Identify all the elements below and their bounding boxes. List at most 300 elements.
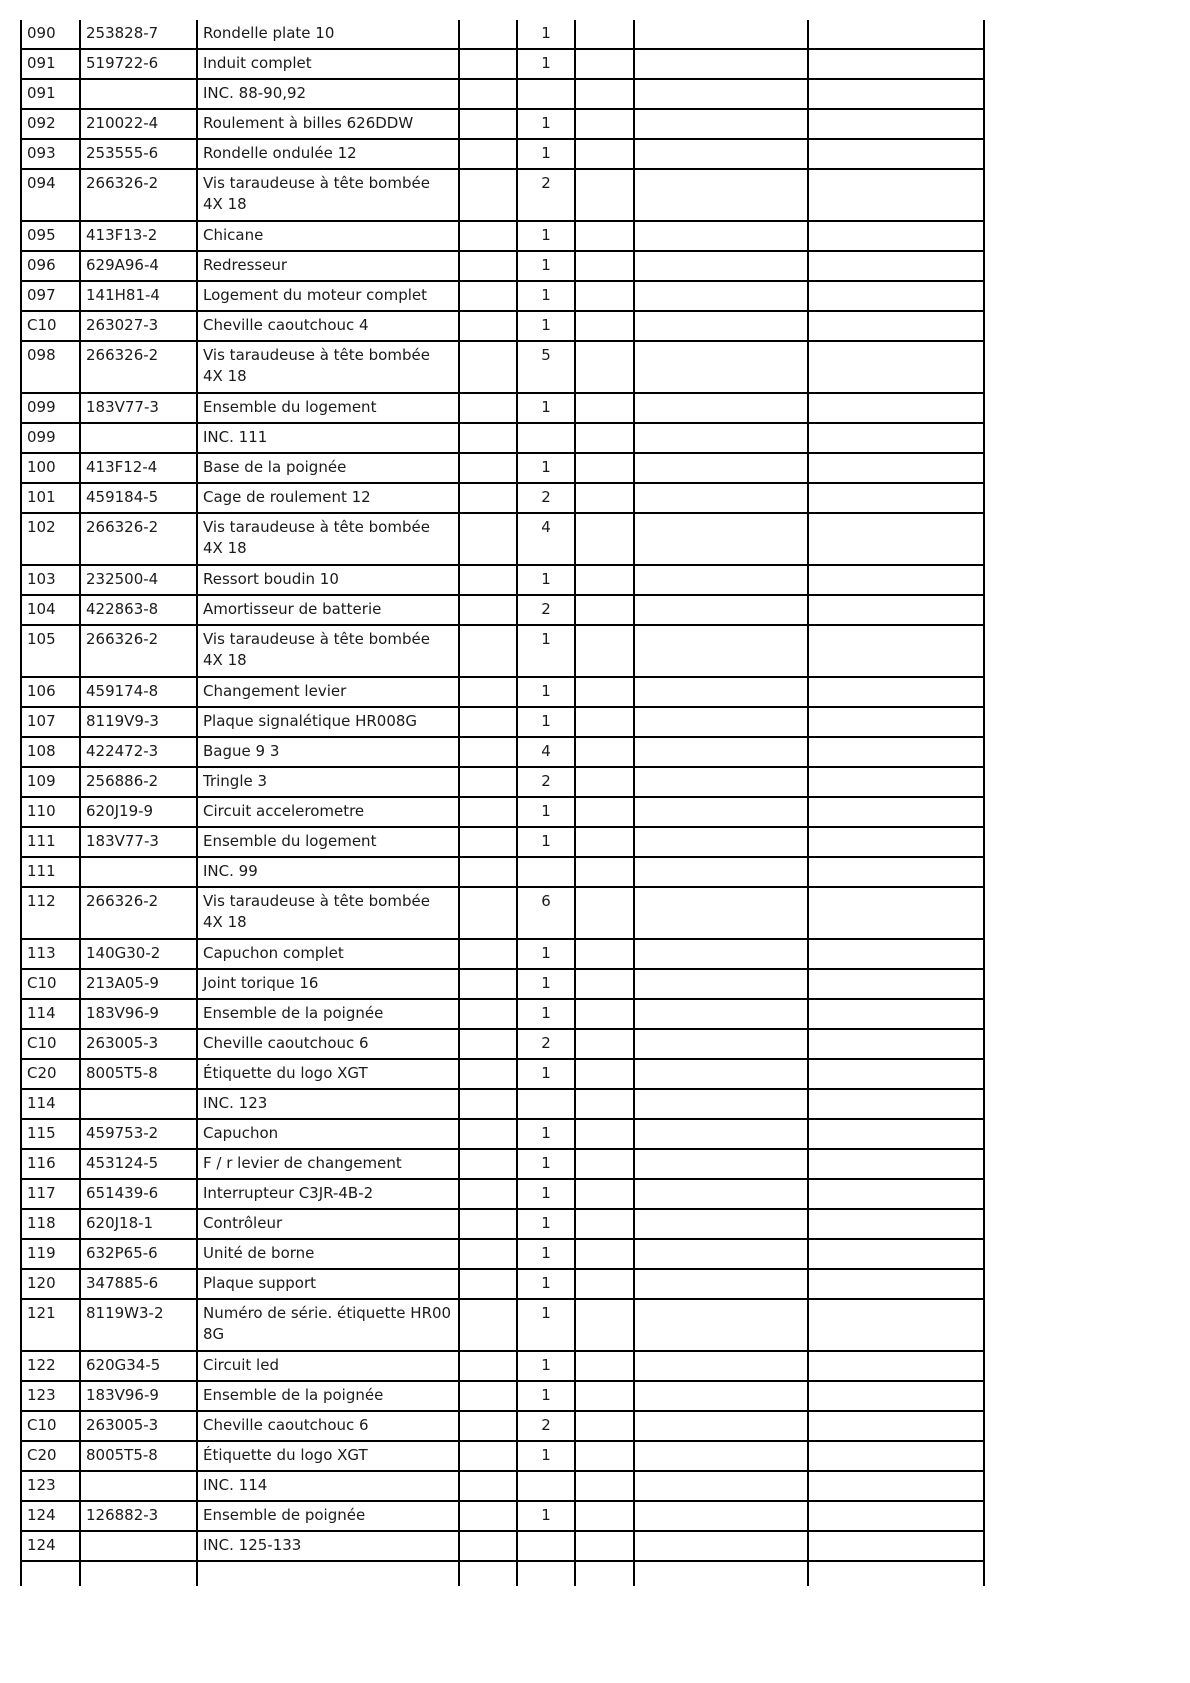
table-row [22, 20, 983, 50]
cell-quantity: 1 [518, 798, 576, 826]
cell-part-reference: 8119V9-3 [81, 708, 198, 736]
cell-empty [576, 484, 635, 512]
cell-description: Amortisseur de batterie [198, 596, 460, 624]
cell-quantity: 1 [518, 678, 576, 706]
cell-description: Unité de borne [198, 1240, 460, 1268]
cell-description [198, 1562, 460, 1586]
cell-description: Capuchon complet [198, 940, 460, 968]
table-row [22, 626, 983, 678]
cell-description: Ensemble de la poignée [198, 1000, 460, 1028]
table-row [22, 1120, 983, 1150]
cell-quantity: 1 [518, 394, 576, 422]
cell-description: Bague 9 3 [198, 738, 460, 766]
cell-part-reference: 183V96-9 [81, 1000, 198, 1028]
cell-empty [635, 708, 809, 736]
cell-empty [809, 1000, 983, 1028]
cell-item-number: 124 [22, 1502, 81, 1530]
cell-empty [576, 20, 635, 48]
cell-empty [809, 1270, 983, 1298]
table-row [22, 1240, 983, 1270]
cell-empty [809, 282, 983, 310]
table-row [22, 50, 983, 80]
cell-part-reference: 413F12-4 [81, 454, 198, 482]
cell-quantity: 1 [518, 222, 576, 250]
cell-item-number: 107 [22, 708, 81, 736]
cell-empty [809, 858, 983, 886]
cell-quantity: 1 [518, 1000, 576, 1028]
table-row [22, 110, 983, 140]
cell-empty [809, 222, 983, 250]
cell-quantity: 1 [518, 566, 576, 594]
cell-description: Vis taraudeuse à tête bombée 4X 18 [198, 342, 460, 392]
table-row [22, 252, 983, 282]
cell-description: INC. 88-90,92 [198, 80, 460, 108]
cell-item-number: C10 [22, 970, 81, 998]
cell-quantity: 2 [518, 170, 576, 220]
cell-quantity: 1 [518, 970, 576, 998]
cell-empty [809, 798, 983, 826]
cell-part-reference: 256886-2 [81, 768, 198, 796]
cell-empty [635, 484, 809, 512]
cell-empty [460, 940, 518, 968]
table-row [22, 394, 983, 424]
table-row [22, 566, 983, 596]
cell-empty [460, 514, 518, 564]
cell-empty [460, 626, 518, 676]
cell-quantity: 1 [518, 1210, 576, 1238]
cell-empty [576, 1210, 635, 1238]
cell-item-number: 123 [22, 1472, 81, 1500]
cell-part-reference: 263005-3 [81, 1412, 198, 1440]
cell-empty [460, 1502, 518, 1530]
cell-empty [460, 394, 518, 422]
cell-quantity: 1 [518, 1502, 576, 1530]
cell-quantity [518, 1532, 576, 1560]
cell-empty [460, 1532, 518, 1560]
cell-empty [635, 50, 809, 78]
cell-empty [576, 1060, 635, 1088]
table-row [22, 1090, 983, 1120]
cell-empty [809, 424, 983, 452]
cell-empty [809, 626, 983, 676]
cell-part-reference: 8119W3-2 [81, 1300, 198, 1350]
table-row [22, 940, 983, 970]
cell-empty [460, 1300, 518, 1350]
cell-empty [635, 514, 809, 564]
cell-empty [576, 1120, 635, 1148]
table-row [22, 312, 983, 342]
cell-part-reference: 141H81-4 [81, 282, 198, 310]
table-row [22, 1030, 983, 1060]
cell-quantity: 2 [518, 1030, 576, 1058]
table-row [22, 342, 983, 394]
cell-empty [460, 708, 518, 736]
cell-empty [809, 312, 983, 340]
cell-part-reference: 629A96-4 [81, 252, 198, 280]
cell-part-reference: 422472-3 [81, 738, 198, 766]
table-row [22, 484, 983, 514]
cell-empty [809, 1240, 983, 1268]
cell-item-number: 110 [22, 798, 81, 826]
cell-empty [635, 1090, 809, 1118]
cell-empty [635, 1412, 809, 1440]
cell-item-number: 095 [22, 222, 81, 250]
table-row [22, 738, 983, 768]
cell-empty [460, 738, 518, 766]
cell-empty [635, 424, 809, 452]
cell-item-number: 109 [22, 768, 81, 796]
table-row [22, 1150, 983, 1180]
cell-empty [576, 828, 635, 856]
cell-empty [460, 1382, 518, 1410]
cell-item-number: 102 [22, 514, 81, 564]
cell-description: INC. 114 [198, 1472, 460, 1500]
cell-empty [635, 342, 809, 392]
cell-part-reference: 620J19-9 [81, 798, 198, 826]
cell-empty [576, 50, 635, 78]
cell-empty [809, 828, 983, 856]
cell-description: Ensemble du logement [198, 828, 460, 856]
cell-empty [635, 768, 809, 796]
cell-empty [809, 1382, 983, 1410]
table-row [22, 1382, 983, 1412]
cell-quantity: 1 [518, 312, 576, 340]
cell-quantity: 1 [518, 1060, 576, 1088]
cell-empty [809, 342, 983, 392]
cell-empty [809, 514, 983, 564]
table-row [22, 678, 983, 708]
cell-empty [576, 1300, 635, 1350]
table-row [22, 222, 983, 252]
cell-empty [635, 1382, 809, 1410]
cell-empty [576, 222, 635, 250]
cell-item-number: 108 [22, 738, 81, 766]
cell-item-number: 113 [22, 940, 81, 968]
cell-empty [460, 828, 518, 856]
cell-empty [809, 940, 983, 968]
cell-item-number: 104 [22, 596, 81, 624]
cell-description: Rondelle plate 10 [198, 20, 460, 48]
cell-empty [576, 394, 635, 422]
table-row [22, 454, 983, 484]
cell-empty [460, 596, 518, 624]
cell-description: Ensemble de la poignée [198, 1382, 460, 1410]
cell-empty [635, 678, 809, 706]
cell-quantity: 1 [518, 140, 576, 168]
cell-item-number: 091 [22, 80, 81, 108]
cell-empty [576, 708, 635, 736]
cell-description: Redresseur [198, 252, 460, 280]
cell-empty [460, 484, 518, 512]
cell-quantity: 2 [518, 1412, 576, 1440]
cell-description: Cheville caoutchouc 6 [198, 1412, 460, 1440]
cell-part-reference: 453124-5 [81, 1150, 198, 1178]
cell-empty [809, 394, 983, 422]
cell-quantity: 2 [518, 768, 576, 796]
cell-quantity: 2 [518, 596, 576, 624]
cell-part-reference: 620J18-1 [81, 1210, 198, 1238]
cell-empty [635, 312, 809, 340]
cell-empty [809, 1472, 983, 1500]
cell-part-reference: 210022-4 [81, 110, 198, 138]
table-row [22, 1060, 983, 1090]
table-row [22, 140, 983, 170]
cell-empty [809, 1030, 983, 1058]
cell-item-number: 121 [22, 1300, 81, 1350]
cell-empty [635, 1300, 809, 1350]
cell-description: Ensemble du logement [198, 394, 460, 422]
cell-empty [460, 80, 518, 108]
cell-empty [635, 1150, 809, 1178]
cell-empty [809, 1210, 983, 1238]
table-row [22, 424, 983, 454]
cell-empty [460, 252, 518, 280]
cell-part-reference [81, 424, 198, 452]
cell-empty [809, 888, 983, 938]
cell-description: Étiquette du logo XGT [198, 1060, 460, 1088]
cell-empty [576, 1412, 635, 1440]
cell-item-number: 122 [22, 1352, 81, 1380]
cell-item-number: 117 [22, 1180, 81, 1208]
cell-empty [460, 282, 518, 310]
cell-part-reference: 422863-8 [81, 596, 198, 624]
cell-empty [460, 1060, 518, 1088]
cell-item-number: 118 [22, 1210, 81, 1238]
cell-description: Circuit led [198, 1352, 460, 1380]
cell-description: Rondelle ondulée 12 [198, 140, 460, 168]
cell-empty [635, 1120, 809, 1148]
cell-item-number: C10 [22, 1030, 81, 1058]
cell-empty [809, 1562, 983, 1586]
cell-part-reference: 183V96-9 [81, 1382, 198, 1410]
cell-empty [576, 678, 635, 706]
cell-quantity: 1 [518, 110, 576, 138]
cell-empty [635, 170, 809, 220]
cell-quantity: 1 [518, 454, 576, 482]
cell-empty [460, 1120, 518, 1148]
cell-description: F / r levier de changement [198, 1150, 460, 1178]
cell-quantity: 1 [518, 1240, 576, 1268]
cell-quantity: 1 [518, 1180, 576, 1208]
cell-empty [460, 888, 518, 938]
cell-description: INC. 123 [198, 1090, 460, 1118]
cell-part-reference: 140G30-2 [81, 940, 198, 968]
table-row [22, 1472, 983, 1502]
cell-quantity: 1 [518, 708, 576, 736]
cell-empty [576, 454, 635, 482]
cell-item-number: 119 [22, 1240, 81, 1268]
cell-quantity: 1 [518, 1352, 576, 1380]
cell-empty [460, 1442, 518, 1470]
table-row [22, 798, 983, 828]
cell-empty [460, 1472, 518, 1500]
cell-empty [576, 1562, 635, 1586]
cell-part-reference [81, 858, 198, 886]
parts-table [20, 20, 985, 1586]
cell-empty [576, 514, 635, 564]
cell-description: Vis taraudeuse à tête bombée 4X 18 [198, 170, 460, 220]
cell-quantity [518, 1562, 576, 1586]
cell-part-reference: 253828-7 [81, 20, 198, 48]
cell-item-number: 094 [22, 170, 81, 220]
table-row [22, 1300, 983, 1352]
cell-quantity: 1 [518, 20, 576, 48]
cell-empty [576, 1472, 635, 1500]
cell-empty [576, 738, 635, 766]
cell-description: Cheville caoutchouc 4 [198, 312, 460, 340]
cell-part-reference [81, 1090, 198, 1118]
cell-empty [460, 566, 518, 594]
cell-empty [809, 1502, 983, 1530]
cell-part-reference: 183V77-3 [81, 828, 198, 856]
cell-quantity: 1 [518, 1150, 576, 1178]
cell-item-number: 097 [22, 282, 81, 310]
cell-item-number: 114 [22, 1000, 81, 1028]
cell-description: Joint torique 16 [198, 970, 460, 998]
cell-part-reference: 213A05-9 [81, 970, 198, 998]
cell-part-reference: 347885-6 [81, 1270, 198, 1298]
cell-part-reference: 519722-6 [81, 50, 198, 78]
cell-item-number: 100 [22, 454, 81, 482]
cell-empty [635, 222, 809, 250]
cell-part-reference: 459184-5 [81, 484, 198, 512]
cell-description: INC. 111 [198, 424, 460, 452]
cell-empty [576, 140, 635, 168]
cell-empty [460, 1030, 518, 1058]
cell-empty [635, 1180, 809, 1208]
cell-description: Contrôleur [198, 1210, 460, 1238]
cell-empty [576, 1090, 635, 1118]
cell-empty [809, 1412, 983, 1440]
cell-empty [460, 1090, 518, 1118]
cell-empty [576, 1532, 635, 1560]
cell-quantity: 4 [518, 738, 576, 766]
cell-empty [809, 738, 983, 766]
cell-empty [809, 454, 983, 482]
cell-description: Roulement à billes 626DDW [198, 110, 460, 138]
cell-item-number: 111 [22, 828, 81, 856]
cell-empty [809, 140, 983, 168]
cell-empty [460, 1352, 518, 1380]
cell-empty [809, 596, 983, 624]
cell-empty [460, 798, 518, 826]
cell-empty [809, 1352, 983, 1380]
cell-empty [460, 1210, 518, 1238]
cell-empty [576, 1502, 635, 1530]
cell-description: Vis taraudeuse à tête bombée 4X 18 [198, 888, 460, 938]
cell-part-reference: 266326-2 [81, 342, 198, 392]
cell-empty [635, 566, 809, 594]
cell-empty [635, 940, 809, 968]
cell-part-reference: 183V77-3 [81, 394, 198, 422]
cell-quantity: 1 [518, 626, 576, 676]
cell-empty [576, 80, 635, 108]
cell-item-number: 124 [22, 1532, 81, 1560]
table-row [22, 1270, 983, 1300]
cell-item-number: 120 [22, 1270, 81, 1298]
cell-quantity: 1 [518, 1270, 576, 1298]
cell-item-number: 096 [22, 252, 81, 280]
cell-empty [460, 1240, 518, 1268]
cell-item-number: 101 [22, 484, 81, 512]
cell-empty [635, 1562, 809, 1586]
cell-empty [809, 1120, 983, 1148]
cell-description: INC. 99 [198, 858, 460, 886]
cell-empty [635, 1240, 809, 1268]
cell-empty [809, 1090, 983, 1118]
cell-empty [576, 110, 635, 138]
cell-part-reference: 651439-6 [81, 1180, 198, 1208]
cell-empty [809, 1150, 983, 1178]
cell-item-number: 090 [22, 20, 81, 48]
cell-part-reference: 620G34-5 [81, 1352, 198, 1380]
cell-empty [460, 678, 518, 706]
table-row [22, 1442, 983, 1472]
cell-quantity: 1 [518, 828, 576, 856]
cell-empty [809, 1180, 983, 1208]
cell-part-reference: 459753-2 [81, 1120, 198, 1148]
cell-empty [576, 312, 635, 340]
cell-empty [635, 1352, 809, 1380]
cell-quantity: 1 [518, 252, 576, 280]
cell-description: Chicane [198, 222, 460, 250]
table-row [22, 1412, 983, 1442]
cell-empty [809, 1060, 983, 1088]
cell-empty [576, 1442, 635, 1470]
cell-empty [576, 1240, 635, 1268]
cell-description: Capuchon [198, 1120, 460, 1148]
cell-quantity: 1 [518, 282, 576, 310]
table-row [22, 768, 983, 798]
cell-item-number: 112 [22, 888, 81, 938]
cell-empty [809, 708, 983, 736]
cell-description: Cage de roulement 12 [198, 484, 460, 512]
cell-empty [576, 342, 635, 392]
cell-empty [809, 768, 983, 796]
cell-empty [576, 626, 635, 676]
cell-part-reference: 413F13-2 [81, 222, 198, 250]
cell-quantity: 1 [518, 1382, 576, 1410]
cell-empty [460, 170, 518, 220]
cell-item-number: 098 [22, 342, 81, 392]
cell-quantity [518, 424, 576, 452]
cell-empty [576, 888, 635, 938]
cell-empty [809, 678, 983, 706]
cell-empty [576, 282, 635, 310]
cell-part-reference: 266326-2 [81, 626, 198, 676]
cell-part-reference: 266326-2 [81, 170, 198, 220]
cell-description: Plaque signalétique HR008G [198, 708, 460, 736]
cell-quantity: 1 [518, 1300, 576, 1350]
cell-item-number: 099 [22, 424, 81, 452]
cell-empty [635, 1210, 809, 1238]
cell-empty [635, 110, 809, 138]
cell-empty [460, 1270, 518, 1298]
cell-empty [576, 252, 635, 280]
cell-empty [460, 50, 518, 78]
cell-empty [460, 1000, 518, 1028]
cell-empty [576, 1150, 635, 1178]
cell-part-reference: 263027-3 [81, 312, 198, 340]
cell-item-number: C20 [22, 1442, 81, 1470]
cell-empty [460, 454, 518, 482]
cell-empty [460, 1150, 518, 1178]
table-row [22, 1000, 983, 1030]
cell-empty [635, 140, 809, 168]
cell-empty [576, 940, 635, 968]
cell-quantity: 6 [518, 888, 576, 938]
cell-item-number: C10 [22, 312, 81, 340]
